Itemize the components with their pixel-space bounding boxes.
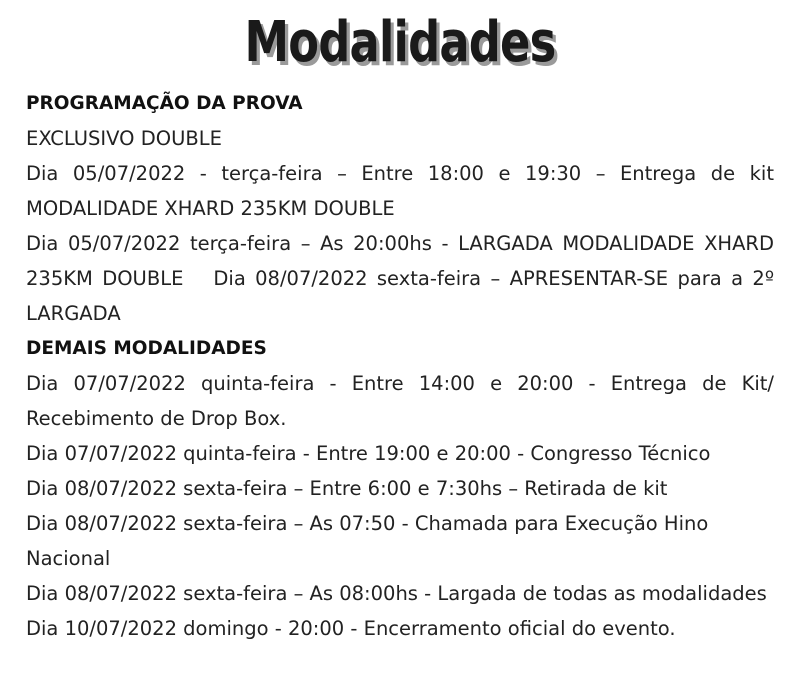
section-subheading: EXCLUSIVO DOUBLE: [26, 127, 222, 150]
schedule-item: Dia 08/07/2022 sexta-feira – APRESENTAR-SE para a 2º LARGADA: [26, 267, 775, 325]
section-heading: DEMAIS MODALIDADES: [26, 338, 267, 359]
schedule-item: Dia 08/07/2022 sexta-feira – Entre 6:00 e 7:30hs – Retirada de kit: [26, 477, 668, 500]
section-heading: PROGRAMAÇÃO DA PROVA: [26, 93, 303, 114]
schedule-item: Dia 10/07/2022 domingo - 20:00 - Encerramento oficial do evento.: [26, 617, 676, 640]
document-page: [26, 0, 774, 646]
page-title: Modalidades: [244, 10, 556, 75]
schedule-item: Dia 08/07/2022 sexta-feira – As 07:50 - Chamada para Execução Hino Nacional: [26, 512, 709, 570]
section-demais: [26, 331, 774, 646]
schedule-item: Dia 07/07/2022 quinta-feira - Entre 14:00 e 20:00 - Entrega de Kit/ Recebimento de Drop Box.: [26, 372, 774, 430]
schedule-item: Dia 05/07/2022 - terça-feira – Entre 18:00 e 19:30 – Entrega de kit MODALIDADE XHARD 235KM DOUBLE: [26, 162, 774, 220]
schedule-item: Dia 07/07/2022 quinta-feira - Entre 19:00 e 20:00 - Congresso Técnico: [26, 442, 711, 465]
schedule-item: Dia 05/07/2022 terça-feira – As 20:00hs - LARGADA MODALIDADE XHARD 235KM DOUBLE: [26, 232, 774, 290]
section-programacao: [26, 86, 774, 331]
schedule-item-combined: [26, 226, 774, 331]
schedule-item: Dia 08/07/2022 sexta-feira – As 08:00hs - Largada de todas as modalidades: [26, 582, 767, 605]
